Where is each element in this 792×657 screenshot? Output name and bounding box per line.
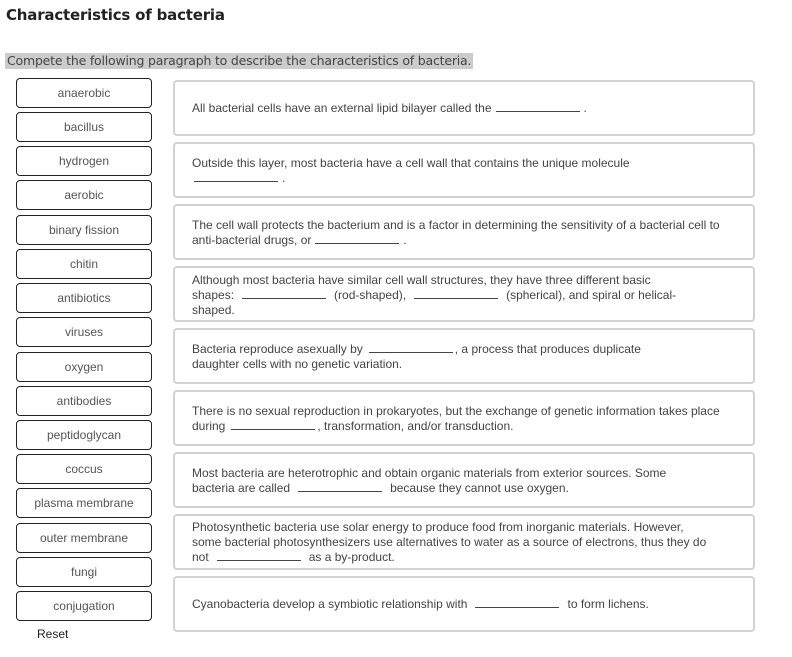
question-7 bbox=[173, 452, 755, 508]
word-chip-oxygen[interactable]: oxygen bbox=[16, 352, 152, 382]
answer-blank[interactable] bbox=[194, 171, 278, 182]
word-chip-viruses[interactable]: viruses bbox=[16, 317, 152, 347]
word-chip-outer-membrane[interactable]: outer membrane bbox=[16, 523, 152, 553]
answer-blank[interactable] bbox=[217, 550, 301, 561]
question-4 bbox=[173, 266, 755, 322]
word-chip-bacillus[interactable]: bacillus bbox=[16, 112, 152, 142]
word-chip-plasma-membrane[interactable]: plasma membrane bbox=[16, 488, 152, 518]
word-chip-fungi[interactable]: fungi bbox=[16, 557, 152, 587]
answer-blank[interactable] bbox=[475, 597, 559, 608]
question-text: The cell wall protects the bacterium and is a factor in determining the sensitivity of a bacterial cell to anti-bacterial drugs, or bbox=[192, 218, 720, 247]
answer-blank[interactable] bbox=[414, 288, 498, 299]
word-chip-peptidoglycan[interactable]: peptidoglycan bbox=[16, 420, 152, 450]
answer-blank[interactable] bbox=[496, 101, 580, 112]
question-9 bbox=[173, 576, 755, 632]
question-text: . bbox=[403, 233, 407, 247]
answer-blank[interactable] bbox=[315, 233, 399, 244]
word-chip-conjugation[interactable]: conjugation bbox=[16, 591, 152, 621]
word-chip-hydrogen[interactable]: hydrogen bbox=[16, 146, 152, 176]
question-8 bbox=[173, 514, 755, 570]
question-text: Most bacteria are heterotrophic and obtain organic materials from exterior sources. Some bacteria are called bbox=[192, 466, 667, 495]
word-chip-aerobic[interactable]: aerobic bbox=[16, 180, 152, 210]
word-chip-binary-fission[interactable]: binary fission bbox=[16, 215, 152, 245]
question-text: , transformation, and/or transduction. bbox=[317, 419, 514, 433]
question-text: (spherical), and spiral or helical-shaped. bbox=[192, 288, 677, 317]
question-text: . bbox=[583, 101, 587, 115]
question-6 bbox=[173, 390, 755, 446]
word-chip-antibodies[interactable]: antibodies bbox=[16, 386, 152, 416]
question-text: (rod-shaped), bbox=[334, 288, 407, 302]
question-text: There is no sexual reproduction in prokaryotes, but the exchange of genetic information takes place during bbox=[192, 404, 720, 433]
question-text: Although most bacteria have similar cell wall structures, they have three different basic shapes: bbox=[192, 273, 651, 302]
question-text: , a process that produces duplicate daughter cells with no genetic variation. bbox=[192, 342, 641, 371]
question-2 bbox=[173, 142, 755, 198]
page-title: Characteristics of bacteria bbox=[6, 6, 225, 24]
question-text: Outside this layer, most bacteria have a cell wall that contains the unique molecule bbox=[192, 156, 630, 170]
answer-blank[interactable] bbox=[298, 481, 382, 492]
question-text: Cyanobacteria develop a symbiotic relationship with bbox=[192, 597, 468, 611]
question-text: Bacteria reproduce asexually by bbox=[192, 342, 363, 356]
question-text: All bacterial cells have an external lipid bilayer called the bbox=[192, 101, 492, 115]
question-3 bbox=[173, 204, 755, 260]
question-1 bbox=[173, 80, 755, 136]
question-text: because they cannot use oxygen. bbox=[390, 481, 569, 495]
word-chip-antibiotics[interactable]: antibiotics bbox=[16, 283, 152, 313]
question-text: to form lichens. bbox=[567, 597, 649, 611]
question-text: . bbox=[282, 171, 286, 185]
answer-blank[interactable] bbox=[242, 288, 326, 299]
word-chip-chitin[interactable]: chitin bbox=[16, 249, 152, 279]
word-chip-anaerobic[interactable]: anaerobic bbox=[16, 78, 152, 108]
question-5 bbox=[173, 328, 755, 384]
answer-blank[interactable] bbox=[231, 419, 315, 430]
word-chip-coccus[interactable]: coccus bbox=[16, 454, 152, 484]
instructions: Compete the following paragraph to describe the characteristics of bacteria. bbox=[7, 53, 472, 68]
question-text: as a by-product. bbox=[308, 550, 395, 564]
reset-button[interactable]: Reset bbox=[37, 627, 69, 641]
answer-blank[interactable] bbox=[369, 342, 453, 353]
question-text: Photosynthetic bacteria use solar energy to produce food from inorganic materials. However, some bacterial photosynthesizers use alternatives to water as a source of electrons, thus they do not bbox=[192, 520, 707, 564]
